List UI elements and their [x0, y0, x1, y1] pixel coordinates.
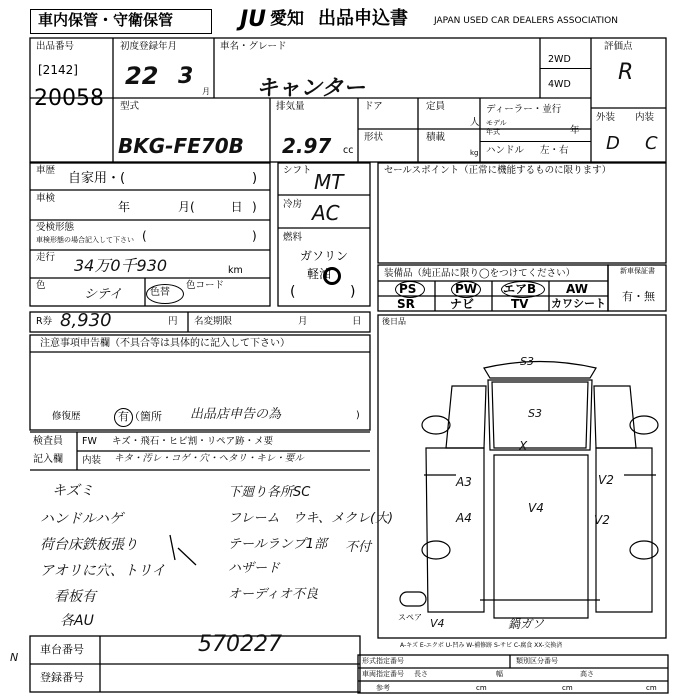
history-close: ): [252, 171, 258, 186]
load-label: 積載: [426, 132, 446, 143]
ju-logo: JU: [240, 7, 267, 32]
corner-mark: N: [10, 651, 19, 664]
fuel-close: ): [350, 284, 356, 300]
inspection-ym: 年 月( 日: [118, 200, 243, 214]
eq-leather: カワシート: [551, 297, 606, 310]
note-r-1: 下廻り各所SC: [228, 485, 311, 500]
lot-number: 20058: [34, 86, 104, 111]
reg-year: 22: [125, 62, 159, 90]
color-label: 色: [36, 280, 46, 291]
cooling-label: 冷房: [283, 199, 303, 210]
name-change-label: 名変期限: [194, 316, 233, 327]
first-reg-label: 初度登録年月: [120, 41, 178, 52]
note-4: アオリに穴、トリイ: [40, 563, 166, 579]
length-cm: cm: [476, 684, 487, 692]
form-c-label: 車両指定番号: [362, 670, 404, 678]
interior-items: キタ・汚レ・コゲ・穴・ヘタリ・キレ・要ル: [114, 453, 304, 464]
org-english: JAPAN USED CAR DEALERS ASSOCIATION: [434, 16, 618, 26]
spare-label: スペア: [398, 613, 422, 622]
car-name: キャンター: [256, 76, 366, 101]
mileage-label: 走行: [36, 252, 56, 263]
width-cm: cm: [562, 684, 573, 692]
note-r-4: ハザード: [228, 561, 281, 576]
model-year-label: モデル: [486, 119, 507, 127]
repair-value: 有（箇所: [118, 410, 162, 423]
sales-point-label: セールスポイント（正常に機能するものに限ります）: [384, 165, 612, 176]
int-grade: C: [645, 133, 658, 154]
shape-label: 形状: [364, 132, 384, 143]
after-date-label: 後日品: [382, 317, 406, 326]
chassis-value: 570227: [198, 632, 282, 657]
note-r-3: テールランプ1部: [228, 537, 328, 552]
note-1: キズミ: [52, 483, 94, 499]
handle-label: ハンドル: [486, 145, 525, 156]
receive-close: ): [252, 229, 257, 243]
note-r-2: フレーム ウキ、メクレ(大): [228, 511, 394, 526]
ac-value: AC: [312, 201, 340, 225]
new-warranty-label: 新車保証書: [620, 267, 655, 275]
reg-no-label: 登録番号: [40, 671, 84, 684]
eq-navi: ナビ: [450, 297, 475, 311]
door-label: ドア: [364, 101, 383, 112]
name-change-day: 日: [352, 316, 362, 327]
form-a-label: 形式指定番号: [362, 657, 404, 665]
color-value: シテイ: [84, 287, 123, 302]
r-count-label: R券: [36, 316, 53, 327]
drive-4wd: 4WD: [548, 79, 571, 90]
ext-label: 外装: [596, 112, 616, 123]
shift-label: シフト: [283, 165, 312, 176]
fuel-open: (: [290, 284, 296, 300]
ext-grade: D: [606, 133, 620, 154]
eq-sr: SR: [397, 297, 415, 311]
color-code-label: 色コード: [186, 280, 225, 291]
width-label: 幅: [496, 670, 503, 678]
repair-close: ): [356, 410, 360, 421]
fuel-gasoline: ガソリン: [300, 249, 349, 263]
note-5: 看板有: [54, 589, 96, 605]
mark-a3: A3: [456, 475, 472, 489]
header-title-left: 車内保管・守衛保管: [38, 11, 174, 29]
mark-v4-side: V4: [430, 617, 445, 630]
legend: A-キズ E-エクボ U-凹み W-補修跡 S-サビ C-腐食 XX-交換済: [400, 642, 563, 649]
eq-tv: TV: [511, 297, 529, 311]
form-title: 出品申込書: [318, 8, 408, 29]
lot-no-label: 出品番号: [36, 41, 75, 52]
org-name: 愛知: [270, 9, 304, 29]
yen-label: 円: [168, 316, 178, 327]
height-label: 高さ: [580, 670, 594, 678]
note-af: 不付: [345, 540, 372, 555]
name-change-month: 月: [298, 316, 308, 327]
interior-label: 内装: [82, 455, 102, 466]
history-label: 車歴: [36, 165, 56, 176]
color-change: 色替: [150, 287, 170, 298]
model-name-label: 車名・グレード: [220, 41, 287, 52]
drive-2wd: 2WD: [548, 54, 571, 65]
length-label: 長さ: [414, 670, 428, 678]
repair-note: 出品店申告の為: [190, 407, 282, 422]
inspection-close: ): [252, 200, 257, 214]
mark-v4-bed: V4: [528, 501, 544, 515]
shift-value: MT: [314, 170, 344, 194]
mark-s3-top: S3: [520, 355, 534, 368]
note-r-5: オーディオ不良: [228, 587, 318, 602]
reg-month: 3: [178, 64, 194, 89]
km-label: km: [228, 265, 243, 276]
dealer-label: ディーラー・並行: [486, 104, 562, 115]
mark-v2-bottom: V2: [594, 513, 610, 527]
notes-title: 注意事項申告欄（不具合等は具体的に記入して下さい）: [40, 338, 290, 349]
int-label: 内装: [635, 112, 655, 123]
eq-aw: AW: [566, 282, 588, 296]
equipment-label: 装備品（純正品に限り◯をつけてください）: [384, 268, 576, 279]
note-2: ハンドルハゲ: [40, 511, 124, 527]
receive-note: 車検形態の場合記入して下さい: [36, 236, 134, 244]
form-b-label: 類別区分番号: [516, 657, 558, 665]
kg-label: kg: [470, 149, 479, 157]
lot-code: [2142]: [38, 63, 78, 77]
receive-label: 受検形態: [36, 222, 75, 233]
nensiki-label: 年式: [486, 128, 500, 136]
mileage-value: 34万0千930: [74, 256, 168, 275]
r-amount: 8,930: [60, 310, 112, 331]
receive-open: (: [142, 229, 147, 243]
month-label: 月: [202, 87, 210, 96]
displacement-value: 2.97: [282, 134, 332, 158]
history-value: 自家用・(: [68, 171, 126, 186]
eq-pw: PW: [455, 282, 478, 296]
handle-lr: 左・右: [540, 145, 569, 156]
mark-x: X: [519, 439, 528, 453]
note-6: 各AU: [60, 613, 94, 629]
eq-ps: PS: [399, 282, 417, 296]
eq-airbag: エアB: [503, 282, 537, 296]
eval-label: 評価点: [604, 41, 633, 52]
fw-items: キズ・飛石・ヒビ割・リペア跡・メ要: [112, 436, 274, 447]
height-cm: cm: [646, 684, 657, 692]
eval-score: R: [618, 60, 634, 85]
displacement-label: 排気量: [276, 101, 305, 112]
capacity-label: 定員: [426, 101, 446, 112]
model-code: BKG-FE70B: [118, 134, 244, 158]
cc-label: cc: [343, 145, 354, 156]
under-note: 鍋ガソ: [508, 617, 545, 631]
mark-s3-cab: S3: [528, 407, 542, 420]
mark-a4: A4: [456, 511, 472, 525]
mark-v2-top: V2: [598, 473, 614, 487]
form-d-label: 参考: [376, 684, 390, 692]
chassis-label: 車台番号: [40, 643, 84, 656]
year-label: 年: [570, 125, 580, 136]
repair-label: 修復歴: [52, 411, 81, 422]
warranty-options: 有・無: [622, 290, 655, 303]
fuel-diesel: 軽油: [307, 267, 332, 281]
note-3: 荷台床鉄板張り: [40, 537, 138, 553]
inspection-label: 車検: [36, 193, 56, 204]
person-label: 人: [470, 117, 480, 128]
entry-label: 記入欄: [33, 454, 63, 465]
inspector-label: 検査員: [33, 436, 63, 447]
fuel-label: 燃料: [283, 232, 303, 243]
fw-label: FW: [82, 436, 97, 447]
type-label: 型式: [120, 101, 140, 112]
